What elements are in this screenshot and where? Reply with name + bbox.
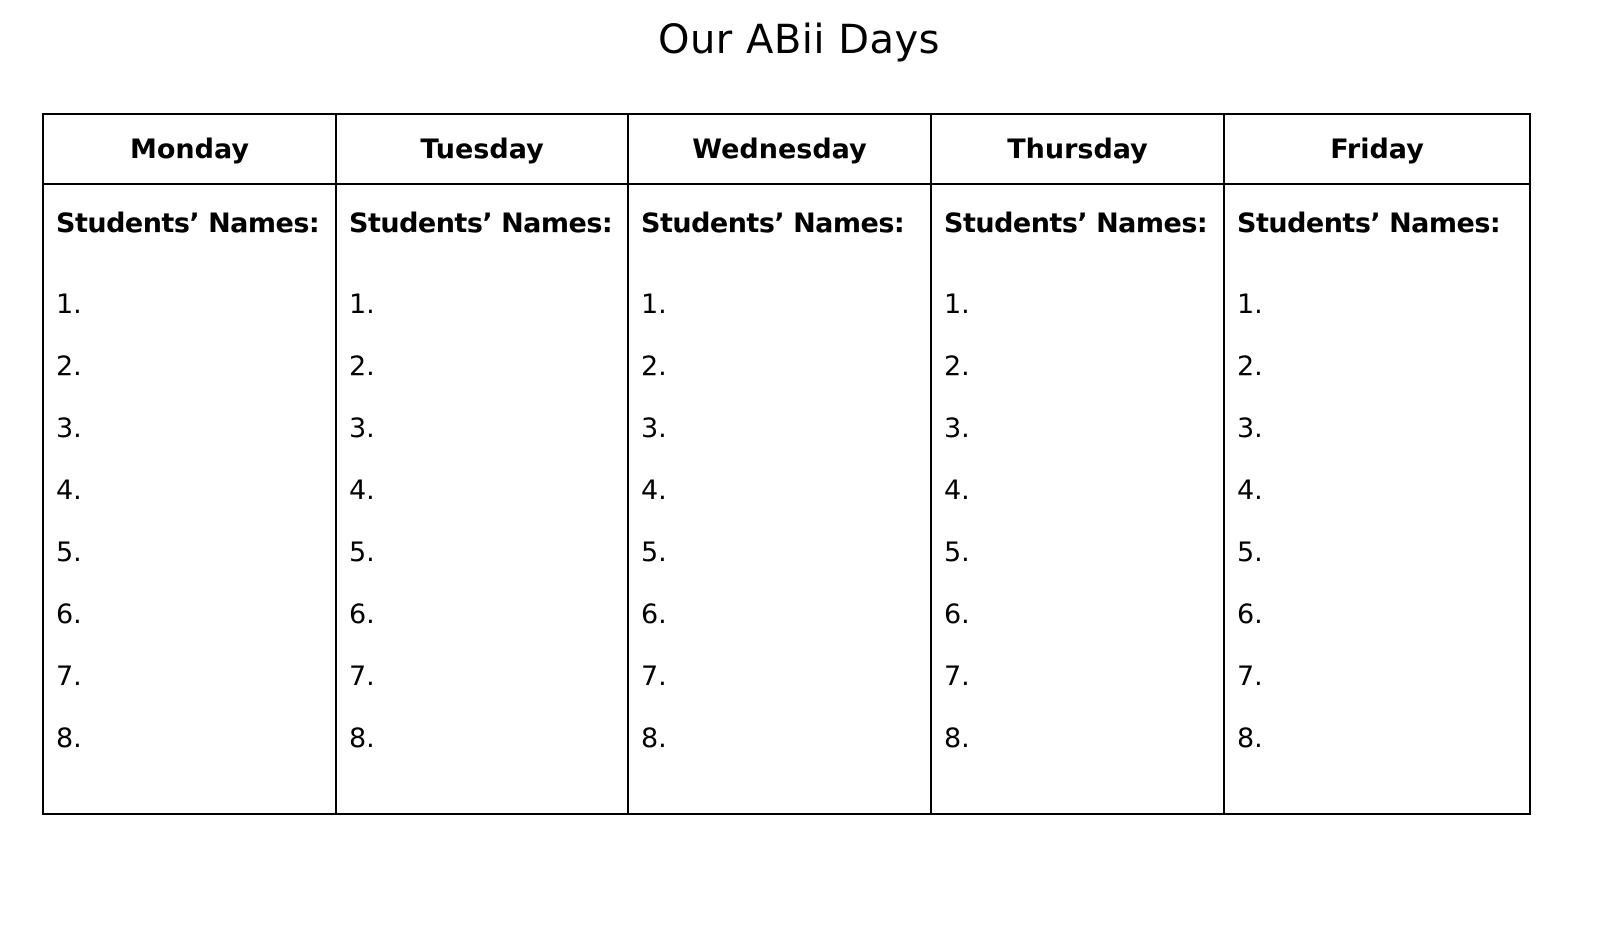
schedule-table [42,113,1531,815]
list-item: 1. [1237,289,1263,320]
page-title: Our ABii Days [657,17,941,63]
list-item: 7. [1237,661,1263,692]
name-list [349,289,627,785]
list-item: 2. [641,351,667,382]
students-names-label: Students’ Names: [641,208,905,239]
list-item: 4. [944,475,970,506]
list-item: 8. [56,723,82,754]
list-item: 6. [641,599,667,630]
list-item: 1. [349,289,375,320]
day-cell-tuesday [336,184,628,814]
students-names-label: Students’ Names: [349,208,613,239]
name-list [944,289,1223,785]
list-item: 2. [1237,351,1263,382]
list-item: 5. [1237,537,1263,568]
day-cell-thursday [931,184,1224,814]
day-cell-friday [1224,184,1530,814]
list-item: 3. [1237,413,1263,444]
list-item: 2. [944,351,970,382]
list-item: 5. [56,537,82,568]
day-header-friday: Friday [1224,114,1530,184]
list-item: 4. [641,475,667,506]
day-cell-wednesday [628,184,931,814]
name-list [1237,289,1529,785]
day-cell-monday [43,184,336,814]
list-item: 3. [56,413,82,444]
list-item: 6. [349,599,375,630]
list-item: 1. [944,289,970,320]
list-item: 8. [1237,723,1263,754]
header-row [43,114,1530,184]
list-item: 1. [641,289,667,320]
list-item: 8. [349,723,375,754]
name-list [641,289,930,785]
list-item: 3. [349,413,375,444]
list-item: 7. [641,661,667,692]
list-item: 7. [56,661,82,692]
name-list [56,289,335,785]
day-header-thursday: Thursday [931,114,1224,184]
list-item: 1. [56,289,82,320]
list-item: 8. [944,723,970,754]
list-item: 5. [944,537,970,568]
names-row [43,184,1530,814]
list-item: 4. [1237,475,1263,506]
list-item: 6. [56,599,82,630]
students-names-label: Students’ Names: [1237,208,1501,239]
list-item: 2. [56,351,82,382]
students-names-label: Students’ Names: [944,208,1208,239]
day-header-tuesday: Tuesday [336,114,628,184]
list-item: 4. [56,475,82,506]
list-item: 7. [944,661,970,692]
list-item: 3. [944,413,970,444]
day-header-monday: Monday [43,114,336,184]
list-item: 7. [349,661,375,692]
list-item: 6. [1237,599,1263,630]
list-item: 8. [641,723,667,754]
day-header-wednesday: Wednesday [628,114,931,184]
list-item: 4. [349,475,375,506]
list-item: 3. [641,413,667,444]
students-names-label: Students’ Names: [56,208,320,239]
list-item: 2. [349,351,375,382]
list-item: 5. [349,537,375,568]
list-item: 5. [641,537,667,568]
list-item: 6. [944,599,970,630]
